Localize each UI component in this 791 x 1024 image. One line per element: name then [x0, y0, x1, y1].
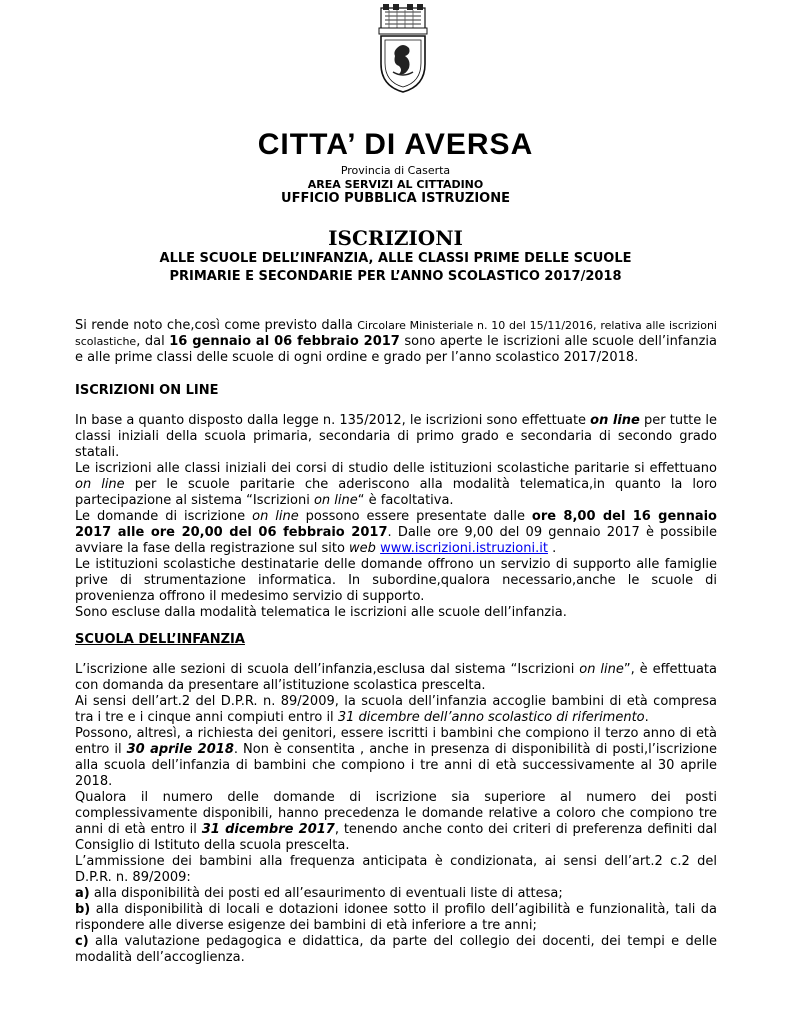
- iscrizioni-link[interactable]: www.iscrizioni.istruzioni.it: [380, 541, 548, 556]
- area-label: AREA SERVIZI AL CITTADINO: [307, 178, 484, 191]
- list-item-b: b) alla disponibilità di locali e dotazioni idonee sotto il profilo dell’agibilità e funzionalità, tali da rispondere alle diverse esigenze dei bambini di età inferiore a tre anni;: [75, 902, 717, 933]
- online-paragraph-2: Le iscrizioni alle classi iniziali dei corsi di studio delle istituzioni scolastiche paritarie si effettuano on line per le scuole paritarie che aderiscono alla modalità telematica,in quanto la loro partecipazione al sistema “Iscrizioni on line“ è facoltativa.: [75, 461, 717, 508]
- office-label: UFFICIO PUBBLICA ISTRUZIONE: [281, 191, 510, 206]
- infanzia-heading: SCUOLA DELL’INFANZIA: [75, 632, 245, 647]
- infanzia-section: [75, 632, 717, 966]
- online-paragraph-1: In base a quanto disposto dalla legge n. 135/2012, le iscrizioni sono effettuate on line per tutte le classi iniziali della scuola primaria, secondaria di primo grado e secondaria di secondo grado statali.: [75, 413, 718, 460]
- online-heading: ISCRIZIONI ON LINE: [75, 383, 219, 398]
- list-item-c: c) alla valutazione pedagogica e didattica, da parte del collegio dei docenti, dei tempi e delle modalità dell’accoglienza.: [75, 934, 717, 965]
- subtitle-line-2: PRIMARIE E SECONDARIE PER L’ANNO SCOLASTICO 2017/2018: [169, 269, 622, 284]
- document-subtitle: [0, 250, 791, 286]
- online-paragraph-3: Le domande di iscrizione on line possono essere presentate dalle ore 8,00 del 16 gennaio 2017 alle ore 20,00 del 06 febbraio 2017. Dalle ore 9,00 del 09 gennaio 2017 è possibile avviare la fase della registrazione sul sito web www.iscrizioni.istruzioni.it .: [75, 509, 717, 556]
- infanzia-paragraph-3: Possono, altresì, a richiesta dei genitori, essere iscritti i bambini che compiono il terzo anno di età entro il 30 aprile 2018. Non è consentita , anche in presenza di disponibilità di posti,l’iscrizione alla scuola dell’infanzia di bambini che compiono i tre anni di età successivamente al 30 aprile 2018.: [75, 726, 718, 789]
- list-item-a: a) alla disponibilità dei posti ed all’esaurimento di eventuali liste di attesa;: [75, 886, 563, 901]
- subtitle-line-1: ALLE SCUOLE DELL’INFANZIA, ALLE CLASSI PRIME DELLE SCUOLE: [159, 251, 632, 266]
- document-title: ISCRIZIONI: [328, 226, 463, 250]
- infanzia-paragraph-2: Ai sensi dell’art.2 del D.P.R. n. 89/2009, la scuola dell’infanzia accoglie bambini di età compresa tra i tre e i cinque anni compiuti entro il 31 dicembre dell’anno scolastico di riferimento.: [75, 694, 717, 725]
- infanzia-paragraph-1: L’iscrizione alle sezioni di scuola dell’infanzia,esclusa dal sistema “Iscrizioni on line”, è effettuata con domanda da presentare all’istituzione scolastica prescelta.: [75, 662, 717, 693]
- infanzia-paragraph-4: Qualora il numero delle domande di iscrizione sia superiore al numero dei posti complessivamente disponibili, hanno precedenza le domande relative a coloro che compiono tre anni di età entro il 31 dicembre 2017, tenendo anche conto dei criteri di preferenza definiti dal Consiglio di Istituto della scuola prescelta.: [75, 790, 717, 853]
- province-label: Provincia di Caserta: [340, 164, 451, 177]
- online-section: [75, 383, 717, 621]
- city-title: CITTA’ DI AVERSA: [257, 128, 534, 161]
- aversa-coat-of-arms-icon: [371, 2, 435, 94]
- intro-section: [75, 318, 717, 366]
- online-paragraph-4: Le istituzioni scolastiche destinatarie delle domande offrono un servizio di supporto alle famiglie prive di strumentazione informatica. In subordine,qualora necessario,anche le scuole di provenienza offrono il medesimo servizio di supporto.: [75, 557, 717, 604]
- online-paragraph-5: Sono escluse dalla modalità telematica le iscrizioni alle scuole dell’infanzia.: [75, 605, 567, 620]
- infanzia-paragraph-5: L’ammissione dei bambini alla frequenza anticipata è condizionata, ai sensi dell’art.2 c.2 del D.P.R. n. 89/2009:: [75, 854, 717, 885]
- intro-paragraph: Si rende noto che,così come previsto dalla Circolare Ministeriale n. 10 del 15/11/2016, relativa alle iscrizioni scolastiche, dal 16 gennaio al 06 febbraio 2017 sono aperte le iscrizioni alle scuole dell’infanzia e alle prime classi delle scuole di ogni ordine e grado per l’anno scolastico 2017/2018.: [75, 318, 717, 365]
